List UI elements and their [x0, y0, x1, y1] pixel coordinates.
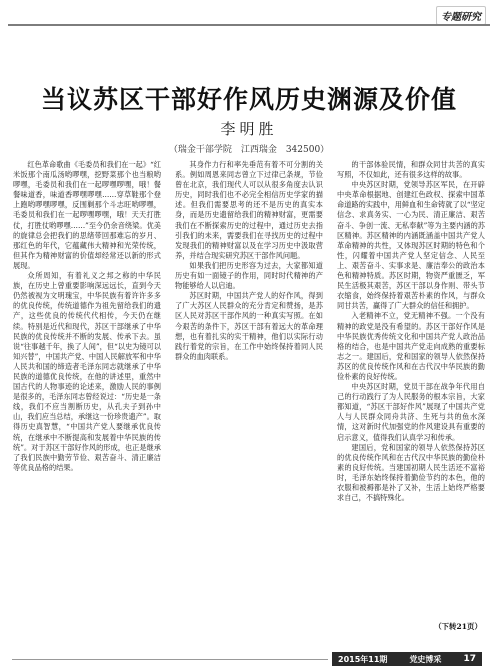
- footer-bar: [332, 652, 482, 666]
- footer-rule: [12, 659, 328, 660]
- text-column-3: [337, 160, 485, 644]
- footer-issue: 2015年11期: [338, 654, 388, 664]
- article-body: [13, 160, 485, 644]
- continued-note: （下转21页）: [434, 622, 482, 631]
- footer-journal: 党史博采: [409, 654, 442, 664]
- paragraph: 的干部体验民情，和群众同甘共苦的真实写照，不仅如此，还有很多这样的故事。: [337, 160, 485, 180]
- article-author: 李明胜: [220, 120, 278, 138]
- paragraph: 众所周知，有着礼义之邦之称的中华民族，在历史上曾重要影响深远远长，直到今天仍然被视为文明瑰宝，中华民族有着许许多多的优良传统，传统道德作为祖先留给我们的遗产，这些优良的传统代代相传，今天仍在继续。特别是近代和现代，苏区干部继承了中华民族的优良传统并不断的发展、传承下去。虽说“往事越千年，换了人间”，但“以史为镜可以知兴替”，中国共产党、中国人民解放军和中华人民共和国的缔造者毛泽东同志就继承了中华民族的道德优良传统，在他的讲述里，重然中国古代的人物事迹的论述来，激励人民的事例是很多的，毛泽东同志曾经说过：“历史是一条线，我们不应当割断历史，从孔夫子到孙中山，我们应当总结，承继这一份珍贵遗产”。取得历史真智慧，“中国共产党人要继承优良传统，在继承中不断提高和发展着中华民族的传统”。对于苏区干部好作风的形成，也正是继承了我们民族中勤劳节俭、艰苦奋斗、清正廉洁等优良品格的结果。: [13, 271, 161, 472]
- paragraph: 如果我们把历史形容为过去，大家都知道历史有如一面镜子的作用，同时时代精神的产物能够给人以启迪。: [175, 260, 323, 291]
- article-title: 当议苏区干部好作风历史渊源及价值: [40, 85, 457, 114]
- paragraph: 入老精神不立，党无精神不强。一个没有精神的政党是没有希望的。苏区干部好作风是中华民族优秀传统文化和中国共产党人政治品格的结合，也是中国共产党走向成熟的重要标志之一。建国后，党和国家的领导人依然保持苏区的优良传统作风和在古代汉中华民族的勤俭朴素的良好传统。: [337, 311, 485, 381]
- paragraph: 中央苏区时期，党领导苏区军民，在开辟中央革命根据地、创建红色政权、探索中国革命道路的实践中，用鲜血和生命铸就了以“坚定信念、求真务实、一心为民、清正廉洁、艰苦奋斗、争创一流、无私奉献”等为主要内涵的苏区精神。苏区精神的内涵既涵盖中国共产党人革命精神的共性，又体现苏区时期的特色和个性，闪耀着中国共产党人坚定信念、人民至上、艰苦奋斗、实事求是、廉洁奉公的政治本色和精神特质。苏区时期，物资严重匮乏，军民生活极其艰苦，苏区干部以身作则、带头节衣缩食，始终保持着艰苦朴素的作风，与群众同甘共苦，赢得了广大群众的信任和拥护。: [337, 180, 485, 311]
- text-column-1: [13, 160, 161, 644]
- paragraph: 其身作力行和率先垂范有着不可分割的关系。例如周恩来同志曾立下过律己条规，节俭曾在北京，我们现代人可以从很多角度去认识历史，同时我们也不必完全相信历史学家的描述。但我们需要思考的还不是历史的真实本身，而是历史遗留给我们的精神财富，更需要我们在不断探索历史的过程中，通过历史去指引我们的未来，需要我们在寻找历史的过程中发现我们的精神财富以及在学习历史中汲取营养，并结合现实研究苏区干部作风问题。: [175, 160, 323, 260]
- page-number: 17: [463, 654, 476, 664]
- paragraph: 建国后，党和国家的领导人依然保持苏区的优良传统作风和在古代汉中华民族的勤俭朴素的良好传统。当建国初期人民生活还不富裕时，毛泽东始终保持着勤俭节约的本色，他的衣服和被褥都是补了又补，生活上始终严格要求自己，不搞特殊化。: [337, 442, 485, 503]
- paragraph: 中央苏区时期，党员干部在战争年代用自己的行动践行了为人民服务的根本宗旨，大家都知道，“苏区干部好作风”展现了中国共产党人与人民群众同舟共济、生死与共的鱼水深情，这对新时代加强党的作风建设具有重要的启示意义，值得我们认真学习和传承。: [337, 382, 485, 442]
- paragraph: 苏区时期，中国共产党人的好作风，得到了广大苏区人民群众的充分肯定和赞扬，是苏区人民对苏区干部作风的一种真实写照。在如今艰苦的条件下，苏区干部有着远大的革命理想，也有着扎实的实干精神，他们以实际行动践行着党的宗旨，在工作中始终保持着同人民群众的血肉联系。: [175, 291, 323, 361]
- section-tag: 专题研究: [436, 6, 486, 25]
- author-affiliation: （瑞金干部学院 江西瑞金 342500）: [168, 145, 330, 155]
- text-column-2: [175, 160, 323, 644]
- paragraph: 红色革命歌曲《毛委员和我们在一起》“红米饭那个南瓜汤哟啰嘿，挖野菜那个也当粮哟啰嘿，毛委员和我们在一起啰嘿啰嘿，哦！餐餐味道香，味道香啰嘿啰嘿……穿草鞋那个登上跑哟啰嘿啰嘿，反围剿那个斗志旺哟啰嘿，毛委员和我们在一起啰嘿啰嘿，哦！天天打胜仗，打胜仗哟啰嘿……”至今仍余音绕梁。优美的旋律总会把我们的思绪带回那难忘的岁月、那红色的年代，它蕴藏伟大精神和光荣传统，但其作为精神财富的价值却经常还以新的形式展现。: [13, 160, 161, 270]
- top-rule: [8, 24, 490, 26]
